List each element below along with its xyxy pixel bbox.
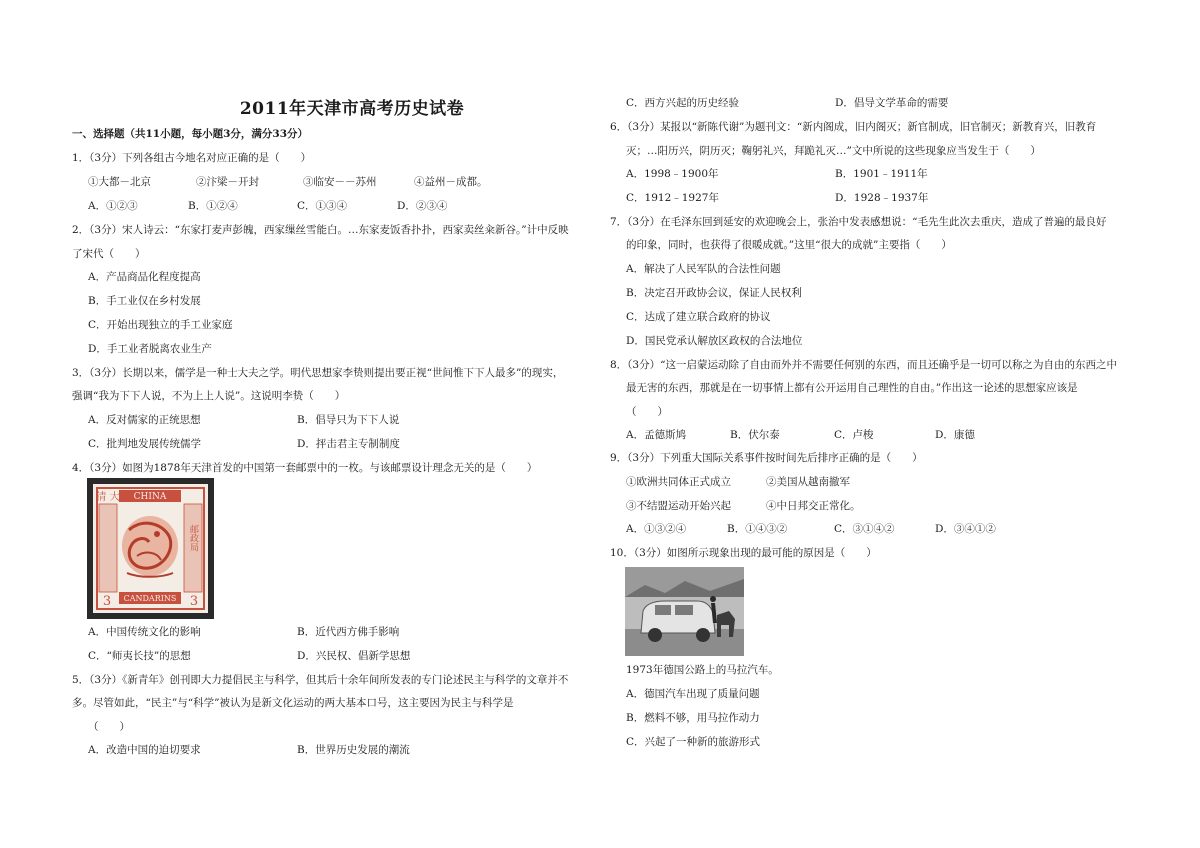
q8-option-b: B．伏尔泰: [730, 429, 780, 441]
stamp-right-text: 邮政局: [188, 524, 198, 552]
section-heading: 一、选择题（共11小题，每小题3分，满分33分）: [72, 128, 309, 140]
question-5-stem-line2: 多。尽管如此，“民主”与“科学”被认为是新文化运动的两大基本口号，这主要因为民主与科学是: [72, 697, 514, 709]
q8-option-c: C．卢梭: [834, 429, 874, 441]
q9-option-c: C．③①④②: [834, 523, 895, 535]
question-2-stem-line2: 了宋代（ ）: [72, 248, 146, 260]
q2-option-b: B．手工业仅在乡村发展: [88, 295, 201, 307]
page-title: 2011年天津市高考历史试卷: [239, 99, 465, 119]
question-7-stem-line1: 7．（3分）在毛泽东回到延安的欢迎晚会上，张治中发表感想说：“毛先生此次去重庆，造成了普遍的最良好: [610, 216, 1107, 228]
q5-option-a: A．改造中国的迫切要求: [88, 744, 201, 756]
question-8-stem-line3: （ ）: [626, 406, 668, 418]
q7-option-b: B．决定召开政协会议，保证人民权利: [626, 287, 802, 299]
q6-option-d: D．1928﹣1937年: [835, 192, 929, 204]
question-3-stem-line2: 强调“我为下下人说，不为上上人说”。这说明李贽（ ）: [72, 390, 346, 402]
question-5-stem-line1: 5．（3分）《新青年》创刊即大力提倡民主与科学，但其后十余年间所发表的专门论述民主与科学的文章并不: [72, 674, 569, 686]
q1-item-4: ④益州－成都。: [414, 176, 488, 188]
q9-item-2: ②美国从越南撤军: [766, 476, 850, 488]
q1-option-c: C．①③④: [297, 200, 348, 212]
q10-option-c: C．兴起了一种新的旅游形式: [626, 736, 761, 748]
stamp-value-right: 3: [189, 594, 199, 609]
question-3-stem-line1: 3．（3分）长期以来，儒学是一种士大夫之学。明代思想家李贽则提出要正视“世间惟下下人最多”的现实，: [72, 367, 564, 379]
q9-option-d: D．③④①②: [935, 523, 996, 535]
q3-option-c: C．批判地发展传统儒学: [88, 438, 202, 450]
q9-item-3: ③不结盟运动开始兴起: [626, 500, 731, 512]
q9-item-1: ①欧洲共同体正式成立: [626, 476, 731, 488]
q1-option-b: B．①②④: [188, 200, 238, 212]
photo-caption: 1973年德国公路上的马拉汽车。: [626, 664, 779, 676]
q5-option-d: D．倡导文学革命的需要: [835, 97, 949, 109]
q7-option-a: A．解决了人民军队的合法性问题: [626, 263, 781, 275]
q4-option-a: A．中国传统文化的影响: [88, 626, 201, 638]
q8-option-d: D．康德: [935, 429, 975, 441]
q1-item-2: ②汴梁－开封: [196, 176, 259, 188]
stamp-denomination-label: CANDARINS: [123, 594, 177, 603]
q6-option-a: A．1998﹣1900年: [626, 168, 719, 180]
q1-option-d: D．②③④: [397, 200, 448, 212]
q7-option-c: C．达成了建立联合政府的协议: [626, 311, 771, 323]
q1-option-a: A．①②③: [88, 200, 138, 212]
stamp-left-text: 清 大: [96, 492, 120, 503]
q9-option-b: B．①④③②: [727, 523, 788, 535]
stamp-value-left: 3: [102, 594, 112, 609]
q2-option-d: D．手工业者脱离农业生产: [88, 343, 212, 355]
q6-option-c: C．1912﹣1927年: [626, 192, 719, 204]
q2-option-c: C．开始出现独立的手工业家庭: [88, 319, 233, 331]
q9-item-4: ④中日邦交正常化。: [766, 500, 861, 512]
car-photo: [625, 567, 744, 656]
q2-option-a: A．产品商品化程度提高: [88, 271, 201, 283]
q1-item-1: ①大都－北京: [88, 176, 151, 188]
question-5-stem-line3: （ ）: [88, 721, 130, 733]
question-9-stem: 9．（3分）下列重大国际关系事件按时间先后排序正确的是（ ）: [610, 452, 923, 464]
q6-option-b: B．1901﹣1911年: [835, 168, 928, 180]
question-8-stem-line1: 8．（3分）“这一启蒙运动除了自由而外并不需要任何别的东西，而且还确乎是一切可以称之为自由的东西之中: [610, 359, 1117, 371]
question-6-stem-line1: 6．（3分）某报以“新陈代谢”为题刊文：“新内阁成，旧内阁灭；新官制成，旧官制灭；新教育兴，旧教育: [610, 121, 1097, 133]
q1-item-3: ③临安－－苏州: [303, 176, 377, 188]
q5-option-b: B．世界历史发展的潮流: [297, 744, 410, 756]
q9-option-a: A．①③②④: [626, 523, 687, 535]
question-7-stem-line2: 的印象，同时，也获得了很暖成就。”这里“很大的成就”主要指（ ）: [626, 239, 952, 251]
q4-option-c: C．“师夷长技”的思想: [88, 650, 191, 662]
question-1-stem: 1．（3分）下列各组古今地名对应正确的是（ ）: [72, 152, 312, 164]
q7-option-d: D．国民党承认解放区政权的合法地位: [626, 335, 803, 347]
question-8-stem-line2: 最无害的东西，那就是在一切事情上都有公开运用自己理性的自由。”作出这一论述的思想家应该是: [626, 382, 1078, 394]
q10-option-b: B．燃料不够，用马拉作动力: [626, 712, 760, 724]
q4-option-d: D．兴民权、倡新学思想: [297, 650, 411, 662]
question-4-stem: 4．（3分）如图为1878年天津首发的中国第一套邮票中的一枚。与该邮票设计理念无关的是（ ）: [72, 462, 538, 474]
q3-option-a: A．反对儒家的正统思想: [88, 414, 201, 426]
q4-option-b: B．近代西方佛手影响: [297, 626, 400, 638]
q5-option-c: C．西方兴起的历史经验: [626, 97, 740, 109]
stamp-country-label: CHINA: [133, 492, 167, 502]
q8-option-a: A．孟德斯鸠: [626, 429, 687, 441]
q3-option-d: D．抨击君主专制制度: [297, 438, 400, 450]
question-2-stem-line1: 2．（3分）宋人诗云：“东家打麦声彭魄，西家缫丝雪能白。…东家麦饭香扑扑，西家卖丝籴新谷。”计中反映: [72, 224, 569, 236]
question-10-stem: 10．（3分）如图所示现象出现的最可能的原因是（ ）: [610, 547, 877, 559]
q10-option-a: A．德国汽车出现了质量问题: [626, 688, 760, 700]
stamp-image: [87, 478, 214, 619]
question-6-stem-line2: 灭；…阳历兴，阴历灭；鞠躬礼兴，拜跪礼灭…”文中所说的这些现象应当发生于（ ）: [626, 145, 1041, 157]
q3-option-b: B．倡导只为下下人说: [297, 414, 400, 426]
